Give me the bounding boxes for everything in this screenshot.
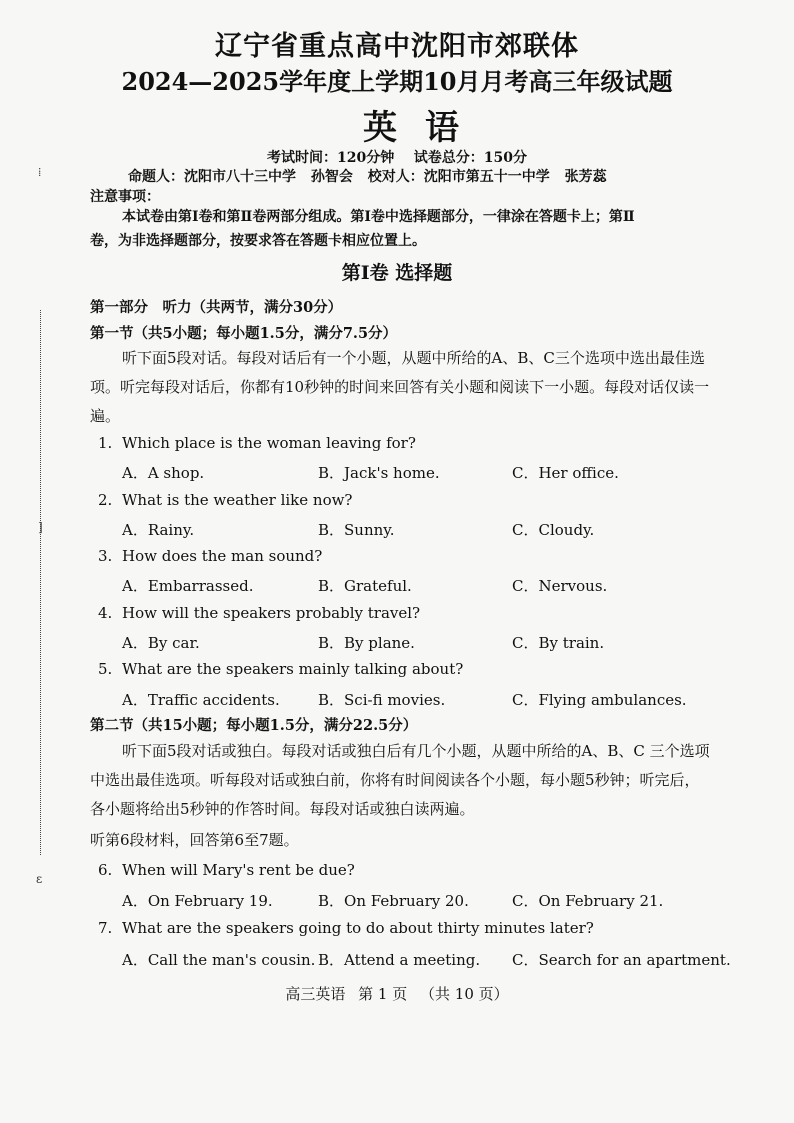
margin-mark: ] (38, 520, 43, 534)
question (98, 604, 420, 622)
option-a: A．By car. (122, 634, 200, 652)
question-number: 1. (98, 434, 113, 452)
option-a: A．A shop. (122, 464, 205, 482)
question (98, 434, 416, 452)
question-number: 3. (98, 547, 113, 565)
option-b: B．Grateful. (318, 577, 412, 595)
notice-line-2: 卷，为非选择题部分，按要求答在答题卡相应位置上。 (90, 233, 426, 249)
notice-heading: 注意事项： (90, 189, 160, 205)
question (98, 491, 352, 509)
option-c: C．Flying ambulances. (512, 691, 687, 709)
option-b: B．Attend a meeting. (318, 951, 481, 969)
option-c: C．Nervous. (512, 577, 608, 595)
option-c: C．Search for an apartment. (512, 951, 731, 969)
page-footer (0, 983, 794, 1004)
part1-heading: 第一部分 听力（共两节，满分30分） (90, 299, 343, 316)
exam-title: 辽宁省重点高中沈阳市郊联体 (215, 31, 579, 62)
setter-label: 命题人：沈阳市八十三中学 (128, 169, 296, 185)
option-c: C．On February 21. (512, 892, 664, 910)
option-b: B．Sunny. (318, 521, 395, 539)
binding-margin-line (40, 310, 41, 855)
option-c: C．By train. (512, 634, 605, 652)
option-a: A．Call the man's cousin. (122, 951, 316, 969)
exam-time: 考试时间：120分钟 (267, 150, 395, 166)
section1-heading: 第一节（共5小题；每小题1.5分，满分7.5分） (90, 325, 398, 342)
footer-subject: 高三英语 (285, 985, 346, 1003)
notice-line-1: 本试卷由第Ⅰ卷和第Ⅱ卷两部分组成。第Ⅰ卷中选择题部分，一律涂在答题卡上；第Ⅱ (122, 209, 635, 225)
margin-mark: ⁞ (38, 165, 42, 179)
question (98, 660, 463, 678)
option-a: A．Rainy. (122, 521, 195, 539)
footer-page: 第 1 页 (358, 985, 408, 1003)
total-score: 试卷总分：150分 (413, 150, 527, 166)
listening-material-6: 听第6段材料，回答第6至7题。 (90, 831, 299, 849)
setter-name: 孙智会 (310, 169, 353, 185)
option-c: C．Cloudy. (512, 521, 595, 539)
option-c: C．Her office. (512, 464, 619, 482)
option-a: A．Traffic accidents. (122, 691, 280, 709)
question (98, 547, 322, 565)
section1-instructions: 听下面5段对话。每段对话后有一个小题，从题中所给的A、B、C三个选项中选出最佳选项。听完每段对话后，你都有10秒钟的时间来回答有关小题和阅读下一小题。每段对话仅读一遍。 (90, 349, 710, 425)
question-text: How does the man sound? (122, 547, 323, 565)
proofreader-name: 张芳蕊 (564, 169, 607, 185)
question-number: 4. (98, 604, 113, 622)
question-number: 5. (98, 660, 113, 678)
subject-title: 英语 (363, 108, 487, 148)
question-text: Which place is the woman leaving for? (122, 434, 416, 452)
footer-total: （共 10 页） (420, 985, 509, 1003)
question (98, 861, 355, 879)
section-title: 第Ⅰ卷 选择题 (341, 262, 453, 284)
authors-line (128, 166, 617, 186)
question-number: 6. (98, 861, 113, 879)
option-a: A．On February 19. (122, 892, 273, 910)
exam-meta (0, 147, 794, 167)
section2-heading: 第二节（共15小题；每小题1.5分，满分22.5分） (90, 717, 418, 734)
option-b: B．Jack's home. (318, 464, 440, 482)
question-text: How will the speakers probably travel? (122, 604, 421, 622)
option-b: B．By plane. (318, 634, 415, 652)
question-text: What is the weather like now? (122, 491, 353, 509)
option-b: B．On February 20. (318, 892, 469, 910)
question-number: 2. (98, 491, 113, 509)
margin-mark: ɛ (36, 872, 43, 886)
option-b: B．Sci-fi movies. (318, 691, 446, 709)
proofreader-label: 校对人：沈阳市第五十一中学 (367, 169, 550, 185)
question (98, 919, 594, 937)
exam-subtitle: 2024—2025学年度上学期10月月考高三年级试题 (121, 67, 673, 96)
option-a: A．Embarrassed. (122, 577, 254, 595)
section2-instructions: 听下面5段对话或独白。每段对话或独白后有几个小题，从题中所给的A、B、C 三个选项中选出最佳选项。听每段对话或独白前，你将有时间阅读各个小题，每小题5秒钟；听完后，各小题将给出5秒钟的作答时间。每段对话或独白读两遍。 (90, 742, 710, 818)
question-number: 7. (98, 919, 113, 937)
question-text: When will Mary's rent be due? (122, 861, 355, 879)
question-text: What are the speakers going to do about thirty minutes later? (122, 919, 594, 937)
question-text: What are the speakers mainly talking about? (122, 660, 464, 678)
